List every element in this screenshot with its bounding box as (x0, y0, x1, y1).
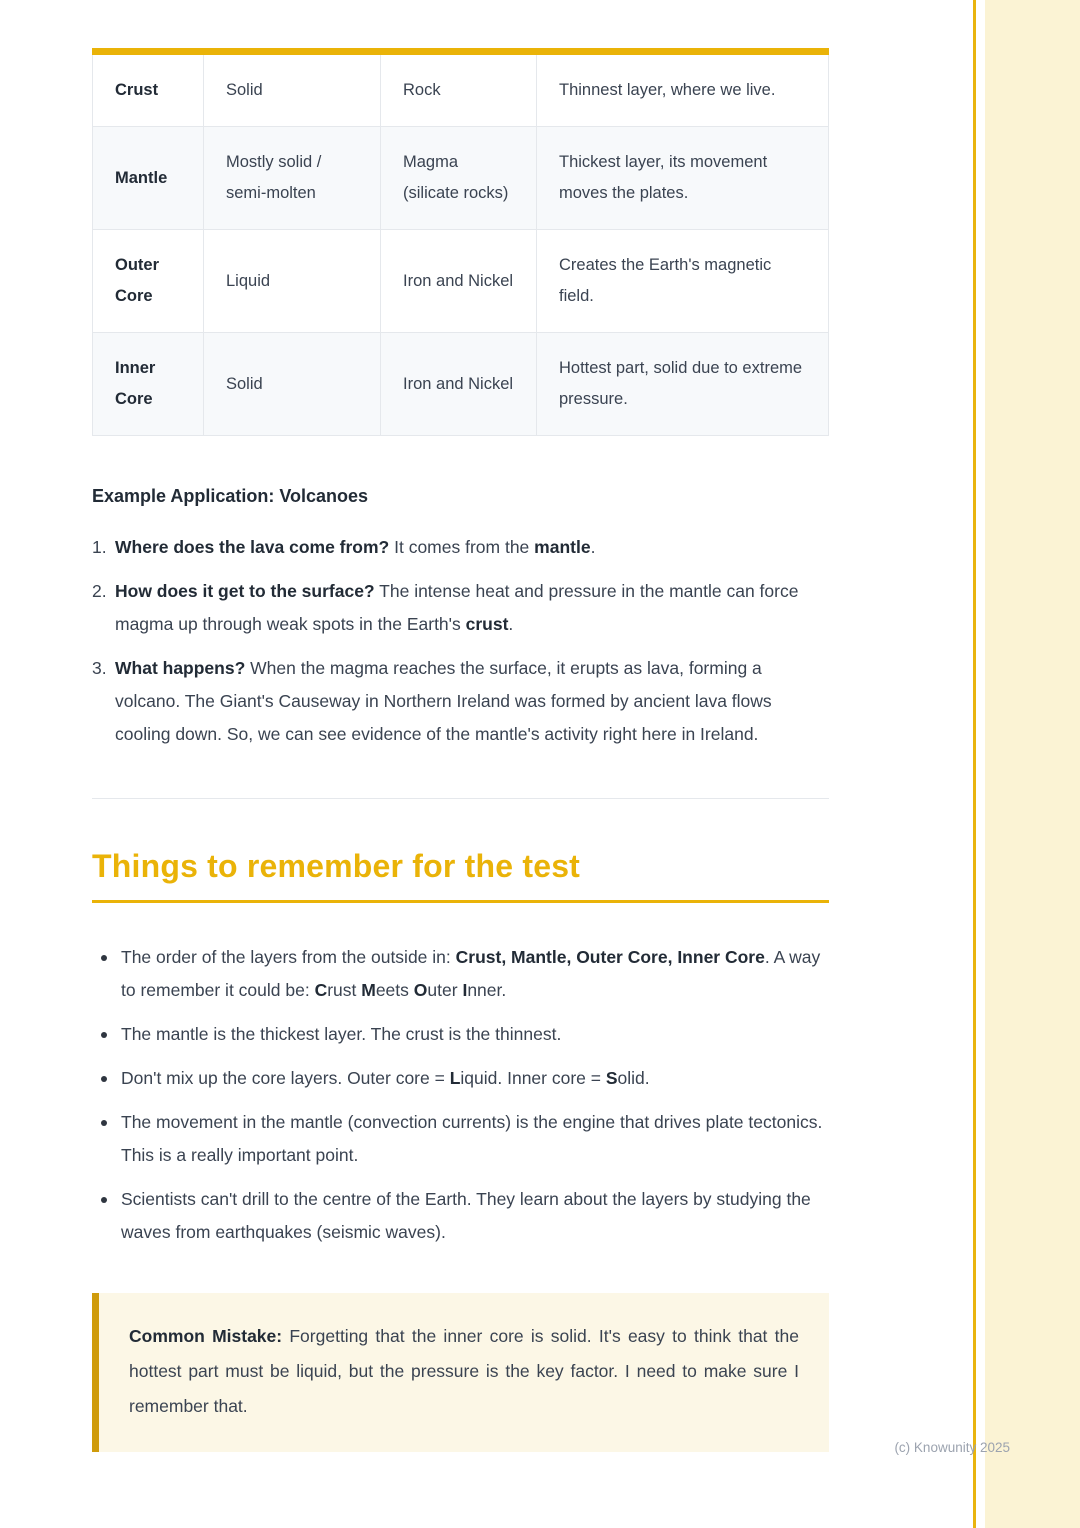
list-number: 3. (92, 658, 107, 678)
composition-cell: Rock (381, 52, 537, 127)
list-item (92, 1183, 829, 1249)
page-edge-strip (985, 0, 1080, 1528)
table-row-crust (93, 52, 829, 127)
description-cell: Thickest layer, its movement moves the plates. (537, 127, 829, 230)
list-number: 2. (92, 581, 107, 601)
earth-layers-table (92, 48, 829, 436)
list-item (92, 941, 829, 1007)
layer-name-cell: Mantle (93, 127, 204, 230)
bullet-icon (101, 1032, 107, 1038)
bullet-icon (101, 1120, 107, 1126)
bullet-icon (101, 1197, 107, 1203)
content-area (92, 0, 829, 1452)
list-item-text: What happens? When the magma reaches the surface, it erupts as lava, forming a volcano. The Giant's Causeway in Northern Ireland was formed by ancient lava flows cooling down. So, we can see evidence of the mantle's activity right here in Ireland. (115, 658, 772, 744)
bullet-icon (101, 1076, 107, 1082)
description-cell: Hottest part, solid due to extreme pressure. (537, 333, 829, 436)
state-cell: Mostly solid / semi-molten (204, 127, 381, 230)
list-item-text: The order of the layers from the outside in: Crust, Mantle, Outer Core, Inner Core. A way to remember it could be: Crust Meets Outer Inner. (121, 947, 821, 1000)
test-reminders-list (92, 941, 829, 1249)
list-item-text: Where does the lava come from? It comes from the mantle. (115, 537, 596, 557)
list-item-text: Scientists can't drill to the centre of the Earth. They learn about the layers by studying the waves from earthquakes (seismic waves). (121, 1189, 811, 1242)
section-divider (92, 798, 829, 799)
list-item (92, 1106, 829, 1172)
list-item-text: The movement in the mantle (convection currents) is the engine that drives plate tectonics. This is a really important point. (121, 1112, 823, 1165)
list-item (92, 1062, 829, 1095)
layer-name-cell: Crust (93, 52, 204, 127)
table-row-outer-core (93, 230, 829, 333)
volcano-questions-list (92, 531, 829, 751)
state-cell: Solid (204, 333, 381, 436)
example-application-heading: Example Application: Volcanoes (92, 486, 369, 506)
composition-cell: Iron and Nickel (381, 230, 537, 333)
list-number: 1. (92, 537, 107, 557)
page-edge-accent-line (973, 0, 976, 1528)
layer-name-cell: Inner Core (93, 333, 204, 436)
common-mistake-callout (92, 1293, 829, 1452)
description-cell: Thinnest layer, where we live. (537, 52, 829, 127)
list-item (92, 1018, 829, 1051)
list-item-text: Don't mix up the core layers. Outer core = Liquid. Inner core = Solid. (121, 1068, 650, 1088)
layer-name-cell: Outer Core (93, 230, 204, 333)
list-item (92, 575, 829, 641)
watermark: (c) Knowunity 2025 (894, 1440, 1010, 1455)
state-cell: Solid (204, 52, 381, 127)
table-row-inner-core (93, 333, 829, 436)
list-item (92, 531, 829, 564)
bullet-icon (101, 955, 107, 961)
list-item-text: How does it get to the surface? The intense heat and pressure in the mantle can force magma up through weak spots in the Earth's crust. (115, 581, 799, 634)
section-title: Things to remember for the test (92, 848, 829, 903)
state-cell: Liquid (204, 230, 381, 333)
composition-cell: Magma (silicate rocks) (381, 127, 537, 230)
callout-text: Common Mistake: Forgetting that the inner core is solid. It's easy to think that the hottest part must be liquid, but the pressure is the key factor. I need to make sure I remember that. (129, 1326, 799, 1416)
list-item-text: The mantle is the thickest layer. The crust is the thinnest. (121, 1024, 562, 1044)
list-item (92, 652, 829, 751)
composition-cell: Iron and Nickel (381, 333, 537, 436)
table-row-mantle (93, 127, 829, 230)
description-cell: Creates the Earth's magnetic field. (537, 230, 829, 333)
